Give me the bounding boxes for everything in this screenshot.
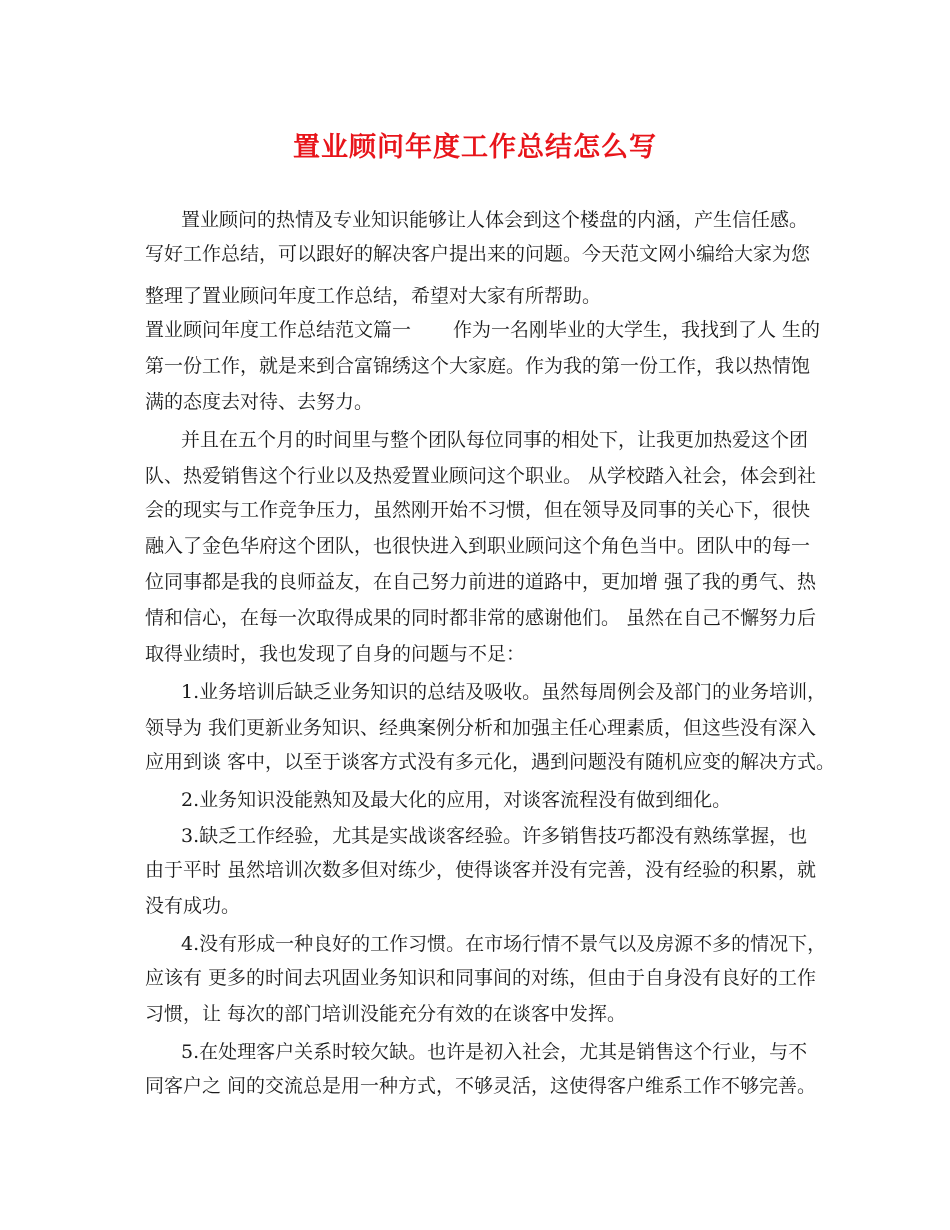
paragraph-line: 会的现实与工作竞争压力，虽然刚开始不习惯，但在领导及同事的关心下，很快 xyxy=(145,499,811,521)
section-heading-line xyxy=(145,316,820,344)
list-item-line: 应用到谈 客中，以至于谈客方式没有多元化，遇到问题没有随机应变的解决方式。 xyxy=(145,751,836,773)
paragraph-line: 情和信心，在每一次取得成果的同时都非常的感谢他们。 虽然在自己不懈努力后 xyxy=(145,607,817,629)
list-item-line: 2.业务知识没能熟知及最大化的应用，对谈客流程没有做到细化。 xyxy=(181,789,732,811)
paragraph-line: 取得业绩时，我也发现了自身的问题与不足： xyxy=(145,643,526,665)
paragraph-line: 写好工作总结，可以跟好的解决客户提出来的问题。今天范文网小编给大家为您 xyxy=(145,243,811,265)
list-item-line: 由于平时 虽然培训次数多但对练少，使得谈客并没有完善，没有经验的积累，就 xyxy=(145,859,817,881)
list-item-line: 1.业务培训后缺乏业务知识的总结及吸收。虽然每周例会及部门的业务培训， xyxy=(181,681,827,703)
paragraph-line: 融入了金色华府这个团队，也很快进入到职业顾问这个角色当中。团队中的每一 xyxy=(145,535,811,557)
document-title: 置业顾问年度工作总结怎么写 xyxy=(293,132,657,163)
list-item-line: 4.没有形成一种良好的工作习惯。在市场行情不景气以及房源不多的情况下， xyxy=(181,933,827,955)
list-item-line: 同客户之 间的交流总是用一种方式，不够灵活，这使得客户维系工作不够完善。 xyxy=(145,1075,817,1097)
paragraph-line: 置业顾问的热情及专业知识能够让人体会到这个楼盘的内涵，产生信任感。 xyxy=(181,209,809,231)
paragraph-line: 并且在五个月的时间里与整个团队每位同事的相处下，让我更加热爱这个团 xyxy=(181,429,809,451)
section-heading: 置业顾问年度工作总结范文篇一 xyxy=(145,319,412,341)
list-item-line: 3.缺乏工作经验，尤其是实战谈客经验。许多销售技巧都没有熟练掌握，也 xyxy=(181,825,808,847)
list-item-line: 习惯，让 每次的部门培训没能充分有效的在谈客中发挥。 xyxy=(145,1003,627,1025)
paragraph-line: 第一份工作，就是来到合富锦绣这个大家庭。作为我的第一份工作，我以热情饱 xyxy=(145,355,811,377)
paragraph-line: 整理了置业顾问年度工作总结，希望对大家有所帮助。 xyxy=(145,285,602,307)
paragraph-line: 队、热爱销售这个行业以及热爱置业顾问这个职业。 从学校踏入社会，体会到社 xyxy=(145,465,817,487)
list-item-line: 没有成功。 xyxy=(145,895,241,917)
list-item-line: 领导为 我们更新业务知识、经典案例分析和加强主任心理素质，但这些没有深入 xyxy=(145,717,817,739)
paragraph-text: 作为一名刚毕业的大学生，我找到了人 生的 xyxy=(453,319,821,341)
list-item-line: 5.在处理客户关系时较欠缺。也许是初入社会，尤其是销售这个行业，与不 xyxy=(181,1041,808,1063)
list-item-line: 应该有 更多的时间去巩固业务知识和同事间的对练，但由于自身没有良好的工作 xyxy=(145,967,817,989)
paragraph-line: 位同事都是我的良师益友，在自己努力前进的道路中，更加增 强了我的勇气、热 xyxy=(145,571,817,593)
paragraph-line: 满的态度去对待、去努力。 xyxy=(145,391,374,413)
